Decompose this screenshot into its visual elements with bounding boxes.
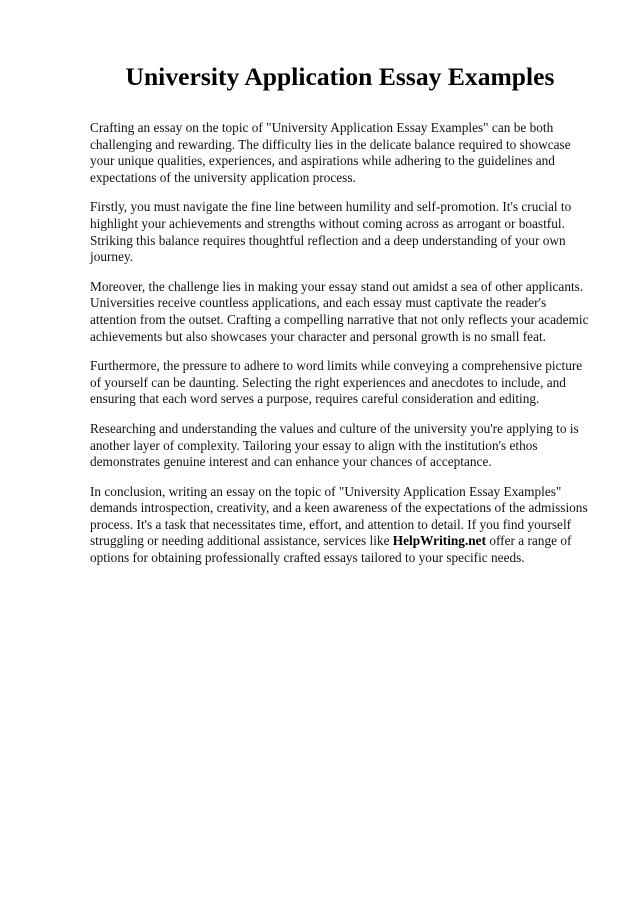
document-body [90, 120, 592, 580]
paragraph-conclusion [90, 484, 592, 567]
brand-name: HelpWriting.net [392, 533, 486, 549]
paragraph-intro: Crafting an essay on the topic of "University Application Essay Examples" can be both challenging and rewarding. The difficulty lies in the delicate balance required to showcase your unique qualities, experiences, and aspirations while adhering to the guidelines and expectations of the university application process. [90, 120, 571, 185]
conclusion-text-after: offer a range of options for obtaining professionally crafted essays tailored to your specific needs. [90, 533, 572, 566]
page-title: University Application Essay Examples [125, 62, 555, 91]
paragraph-word-limits: Furthermore, the pressure to adhere to word limits while conveying a comprehensive picture of yourself can be daunting. Selecting the right experiences and anecdotes to include, and ensuring that each word serves a purpose, requires careful consideration and editing. [90, 358, 583, 407]
conclusion-text-before: In conclusion, writing an essay on the topic of "University Application Essay Examples" demands introspection, creativity, and a keen awareness of the expectations of the admissions process. It's a task that necessitates time, effort, and attention to detail. If you find yourself struggling or needing additional assistance, services like [90, 483, 588, 549]
paragraph-humility: Firstly, you must navigate the fine line between humility and self-promotion. It's crucial to highlight your achievements and strengths without coming across as arrogant or boastful. Striking this balance requires thoughtful reflection and a deep understanding of your own journey. [90, 199, 572, 265]
paragraph-stand-out: Moreover, the challenge lies in making your essay stand out amidst a sea of other applicants. Universities receive countless applications, and each essay must captivate the reader's attention from the outset. Crafting a compelling narrative that not only reflects your academic achievements but also showcases your character and personal growth is no small feat. [90, 278, 589, 344]
paragraph-research: Researching and understanding the values and culture of the university you're applying to is another layer of complexity. Tailoring your essay to align with the institution's ethos demonstrates genuine interest and can enhance your chances of acceptance. [90, 420, 579, 470]
